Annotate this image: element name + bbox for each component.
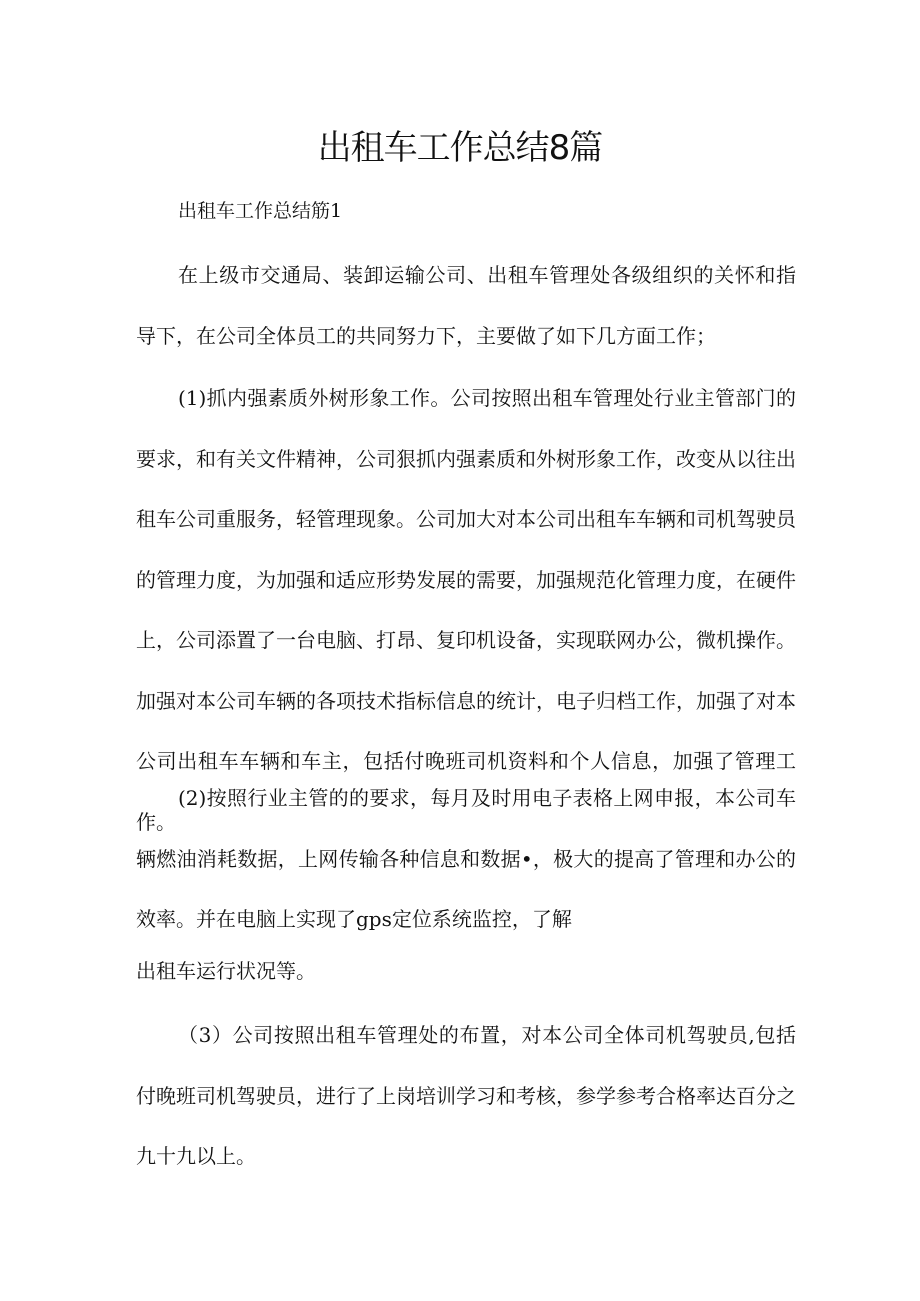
paragraph-item-3: （3）公司按照出租车管理处的布置，对本公司全体司机驾驶员,包括付晚班司机驾驶员，进行了上岗培训学习和考核，参学参考合格率达百分之九十九以上。	[136, 1023, 796, 1168]
document-title: 出租车工作总结8篇	[317, 128, 603, 168]
paragraph-item-1: (1)抓内强素质外树形象工作。公司按照出租车管理处行业主管部门的要求，和有关文件精神，公司狠抓内强素质和外树形象工作，改变从以往出租车公司重服务，轻管理现象。公司加大对本公司出租车车辆和司机驾驶员的管理力度，为加强和适应形势发展的需要，加强规范化管理力度，在硬件上，公司添置了一台电脑、打昂、复印机设备，实现联网办公，微机操作。加强对本公司车辆的各项技术指标信息的统计，电子归档工作，加强了对本公司出租车车辆和车主，包括付晚班司机资料和个人信息，加强了管理工作。	[136, 386, 796, 834]
paragraph-item-2: (2)按照行业主管的的要求，每月及时用电子表格上网申报，本公司车辆燃油消耗数据，上网传输各种信息和数据•，极大的提高了管理和办公的效率。并在电脑上实现了gps定位系统监控，了解	[136, 786, 796, 931]
paragraph-item-2-continued: 出租车运行状况等。	[136, 959, 316, 983]
document-subtitle: 出租车工作总结筋1	[178, 200, 343, 222]
paragraph-intro: 在上级市交通局、装卸运输公司、出租车管理处各级组织的关怀和指导下，在公司全体员工的共同努力下，主要做了如下几方面工作；	[136, 263, 796, 348]
